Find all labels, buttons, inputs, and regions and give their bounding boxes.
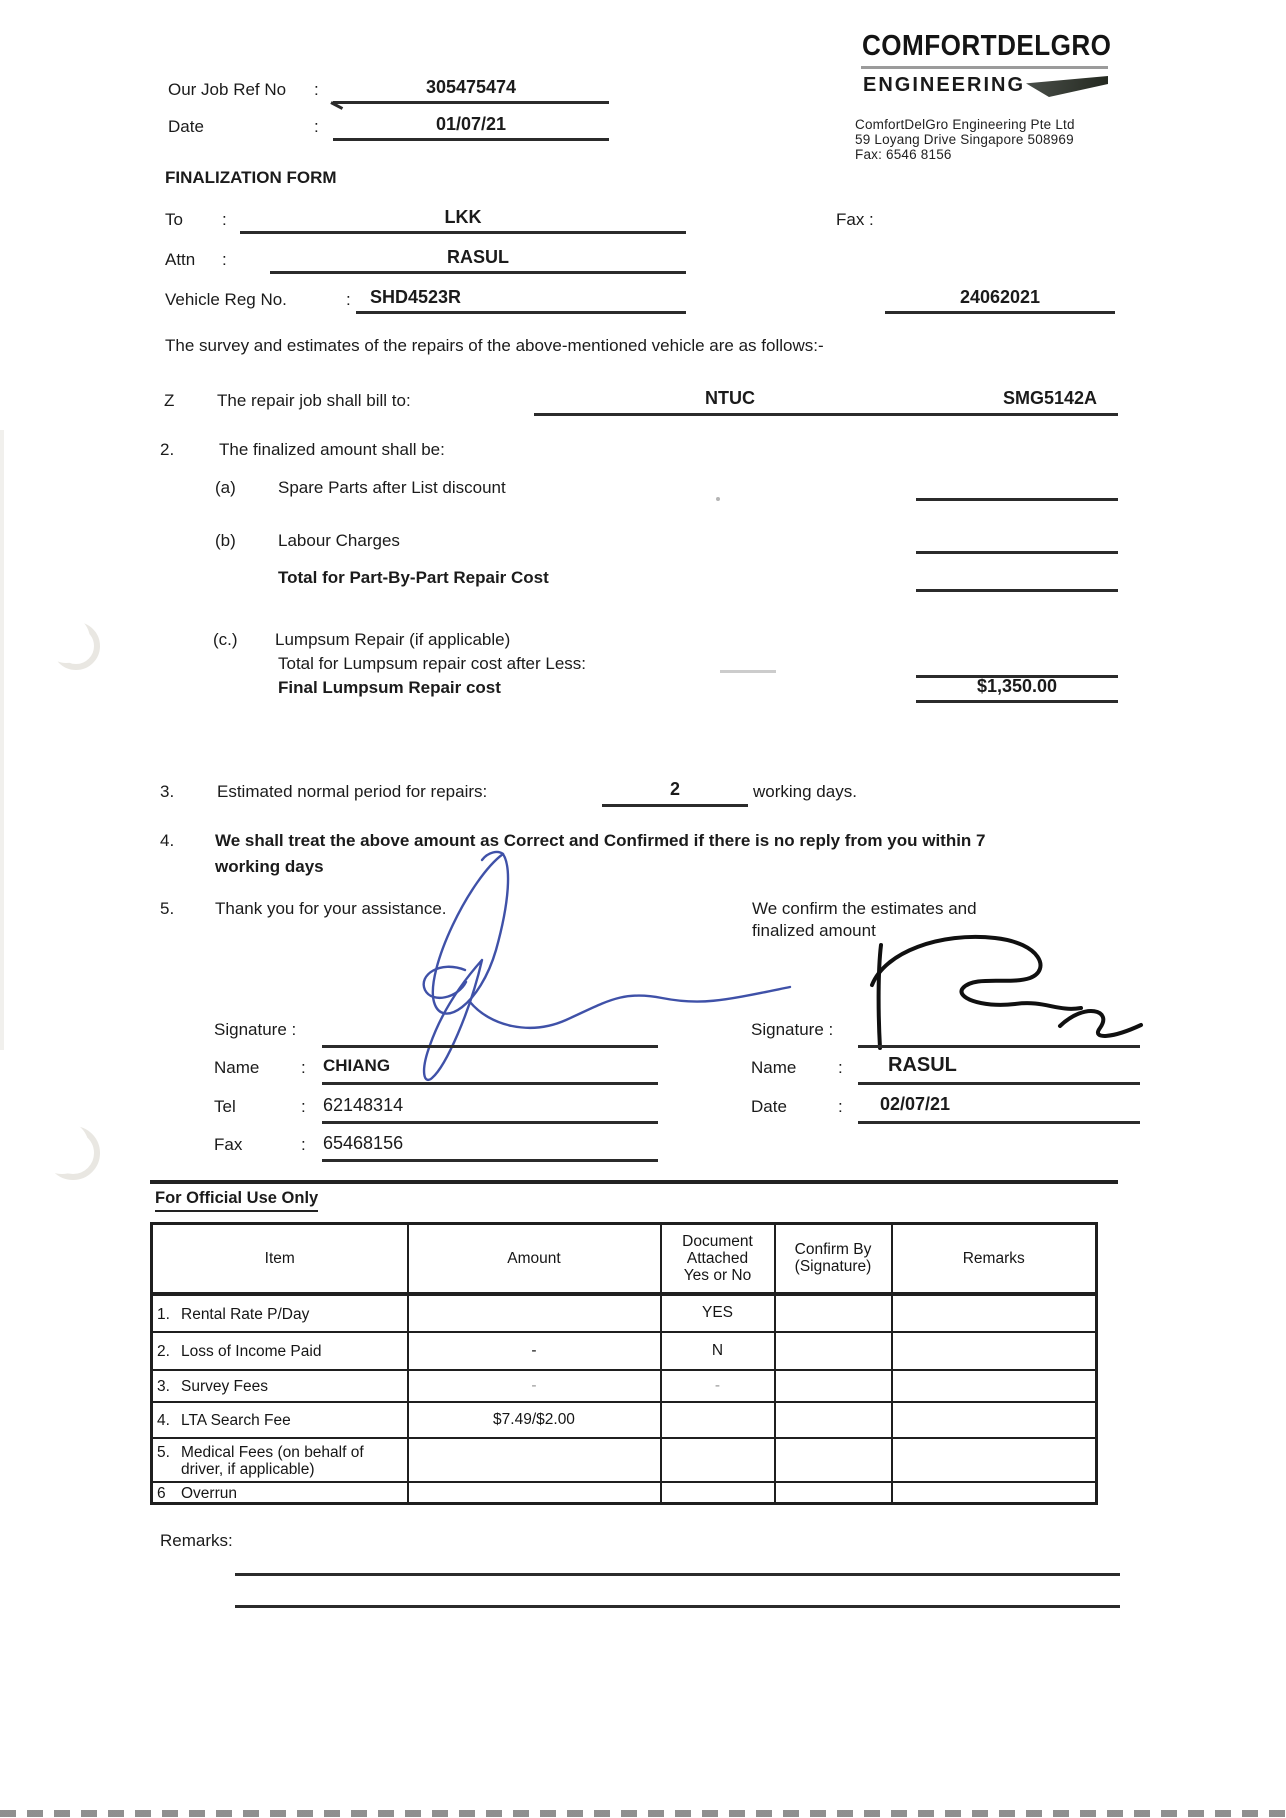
faint-line-artifact	[720, 670, 776, 673]
table-row: 3. Survey Fees - -	[152, 1370, 1097, 1402]
item1-text: The repair job shall bill to:	[217, 391, 411, 410]
right-name-label: Name	[751, 1058, 797, 1077]
vehicle-reg-label: Vehicle Reg No.	[165, 290, 287, 309]
scan-edge-artifact	[0, 430, 4, 1050]
item2c-text: Lumpsum Repair (if applicable)	[275, 630, 511, 649]
vehicle-reg-colon: :	[346, 290, 351, 309]
table-row: 4. LTA Search Fee $7.49/$2.00	[152, 1402, 1097, 1438]
vehicle-date-value: 24062021	[959, 287, 1041, 307]
to-value: LKK	[444, 207, 482, 227]
date-label: Date	[168, 117, 204, 136]
item2b-number: (b)	[215, 531, 236, 550]
bill-to-underline	[534, 413, 1118, 416]
engineering-logo-text: ENGINEERING	[863, 74, 1026, 96]
chiang-signature-ink	[370, 830, 810, 1090]
company-fax-line: Fax: 6546 8156	[855, 147, 952, 162]
item2-number: 2.	[160, 440, 175, 459]
final-lumpsum-value: $1,350.00	[976, 676, 1058, 696]
item3-suffix: working days.	[753, 782, 857, 801]
table-row: 2. Loss of Income Paid - N	[152, 1332, 1097, 1370]
rasul-signature-ink	[845, 920, 1155, 1060]
attn-label: Attn	[165, 250, 196, 269]
left-tel-label: Tel	[214, 1097, 236, 1116]
item3-number: 3.	[160, 782, 175, 801]
vehicle-date-underline	[885, 311, 1115, 314]
right-signature-underline	[858, 1045, 1140, 1048]
item2-text: The finalized amount shall be:	[219, 440, 445, 459]
scan-bottom-edge-artifact	[0, 1810, 1286, 1817]
left-name-colon: :	[301, 1058, 306, 1077]
to-colon: :	[222, 210, 227, 229]
left-fax-value: 65468156	[323, 1133, 404, 1153]
header-item: Item	[152, 1224, 408, 1294]
right-name-value: RASUL	[888, 1054, 957, 1076]
lumpsum-after-less-label: Total for Lumpsum repair cost after Less:	[278, 654, 587, 673]
item5-number: 5.	[160, 899, 175, 918]
attn-colon: :	[222, 250, 227, 269]
attn-underline	[270, 271, 686, 274]
item2b-amount-line	[916, 551, 1118, 554]
right-signature-label: Signature :	[751, 1020, 834, 1039]
item2a-text: Spare Parts after List discount	[278, 478, 506, 497]
left-name-value: CHIANG	[323, 1056, 391, 1075]
bill-to-value: NTUC	[705, 388, 755, 408]
right-name-underline	[858, 1082, 1140, 1085]
left-tel-underline	[322, 1121, 658, 1124]
item2b-text: Labour Charges	[278, 531, 400, 550]
scan-crescent-artifact	[46, 1126, 100, 1180]
fax-header-label: Fax :	[836, 210, 874, 229]
company-name-line: ComfortDelGro Engineering Pte Ltd	[855, 117, 1075, 132]
job-ref-label: Our Job Ref No	[168, 80, 287, 99]
remarks-label: Remarks:	[160, 1531, 233, 1550]
vehicle-reg-value: SHD4523R	[370, 287, 462, 307]
vehicle-reg-underline	[356, 311, 686, 314]
date-colon: :	[314, 117, 319, 136]
final-lumpsum-label: Final Lumpsum Repair cost	[278, 678, 501, 697]
scan-crescent-artifact	[52, 622, 100, 670]
item5-text: Thank you for your assistance.	[215, 899, 447, 918]
right-name-colon: :	[838, 1058, 843, 1077]
attn-value: RASUL	[447, 247, 509, 267]
section-divider-rule	[150, 1180, 1118, 1184]
speck-artifact	[716, 497, 720, 501]
left-fax-label: Fax	[214, 1135, 243, 1154]
item1-number: Z	[164, 391, 175, 410]
comfortdelgro-logo: COMFORTDELGRO	[862, 30, 1112, 62]
right-date-label: Date	[751, 1097, 787, 1116]
table-header-row	[152, 1224, 1097, 1294]
item2c-number: (c.)	[213, 630, 238, 649]
header-amount: Amount	[408, 1224, 661, 1294]
company-address-line: 59 Loyang Drive Singapore 508969	[855, 132, 1074, 147]
right-date-colon: :	[838, 1097, 843, 1116]
final-lumpsum-underline	[916, 700, 1118, 703]
part-by-part-total-line	[916, 589, 1118, 592]
item2a-amount-line	[916, 498, 1118, 501]
to-underline	[240, 231, 686, 234]
table-row: 1. Rental Rate P/Day YES	[152, 1294, 1097, 1332]
job-ref-underline	[333, 101, 609, 104]
intro-paragraph: The survey and estimates of the repairs of the above-mentioned vehicle are as follows:-	[165, 336, 824, 355]
part-by-part-total-label: Total for Part-By-Part Repair Cost	[278, 568, 549, 587]
remarks-line-1	[235, 1573, 1120, 1576]
left-name-underline	[322, 1082, 658, 1085]
left-tel-value: 62148314	[323, 1095, 404, 1115]
date-value: 01/07/21	[435, 114, 507, 134]
item4-number: 4.	[160, 831, 175, 850]
left-fax-underline	[322, 1159, 658, 1162]
header-remarks: Remarks	[892, 1224, 1097, 1294]
to-label: To	[165, 210, 183, 229]
repair-days-value: 2	[669, 779, 680, 799]
item2a-number: (a)	[215, 478, 236, 497]
item3-text: Estimated normal period for repairs:	[217, 782, 488, 801]
logo-swoosh-icon	[1026, 76, 1108, 97]
confirm-line2: finalized amount	[752, 921, 876, 940]
item4-line2: working days	[215, 857, 324, 876]
remarks-line-2	[235, 1605, 1120, 1608]
repair-days-underline	[602, 804, 748, 807]
job-ref-value: 305475474	[425, 77, 517, 97]
left-tel-colon: :	[301, 1097, 306, 1116]
official-use-heading: For Official Use Only	[155, 1189, 318, 1212]
item4-line1: We shall treat the above amount as Correct and Confirmed if there is no reply from you within 7	[215, 831, 986, 850]
header-confirm-by: Confirm By (Signature)	[775, 1224, 892, 1294]
right-date-underline	[858, 1121, 1140, 1124]
left-signature-underline	[322, 1045, 658, 1048]
table-row: 6 Overrun	[152, 1482, 1097, 1504]
left-fax-colon: :	[301, 1135, 306, 1154]
left-name-label: Name	[214, 1058, 260, 1077]
official-use-table	[150, 1222, 1098, 1505]
table-row: 5. Medical Fees (on behalf of driver, if applicable)	[152, 1438, 1097, 1482]
right-date-value: 02/07/21	[880, 1094, 951, 1114]
header-document-attached: Document Attached Yes or No	[661, 1224, 775, 1294]
confirm-line1: We confirm the estimates and	[752, 899, 977, 918]
bill-to-ref-value: SMG5142A	[1002, 388, 1098, 408]
logo-rule	[861, 66, 1108, 69]
left-signature-label: Signature :	[214, 1020, 297, 1039]
job-ref-colon: :	[314, 80, 319, 99]
date-underline	[333, 138, 609, 141]
form-title: FINALIZATION FORM	[165, 168, 337, 187]
